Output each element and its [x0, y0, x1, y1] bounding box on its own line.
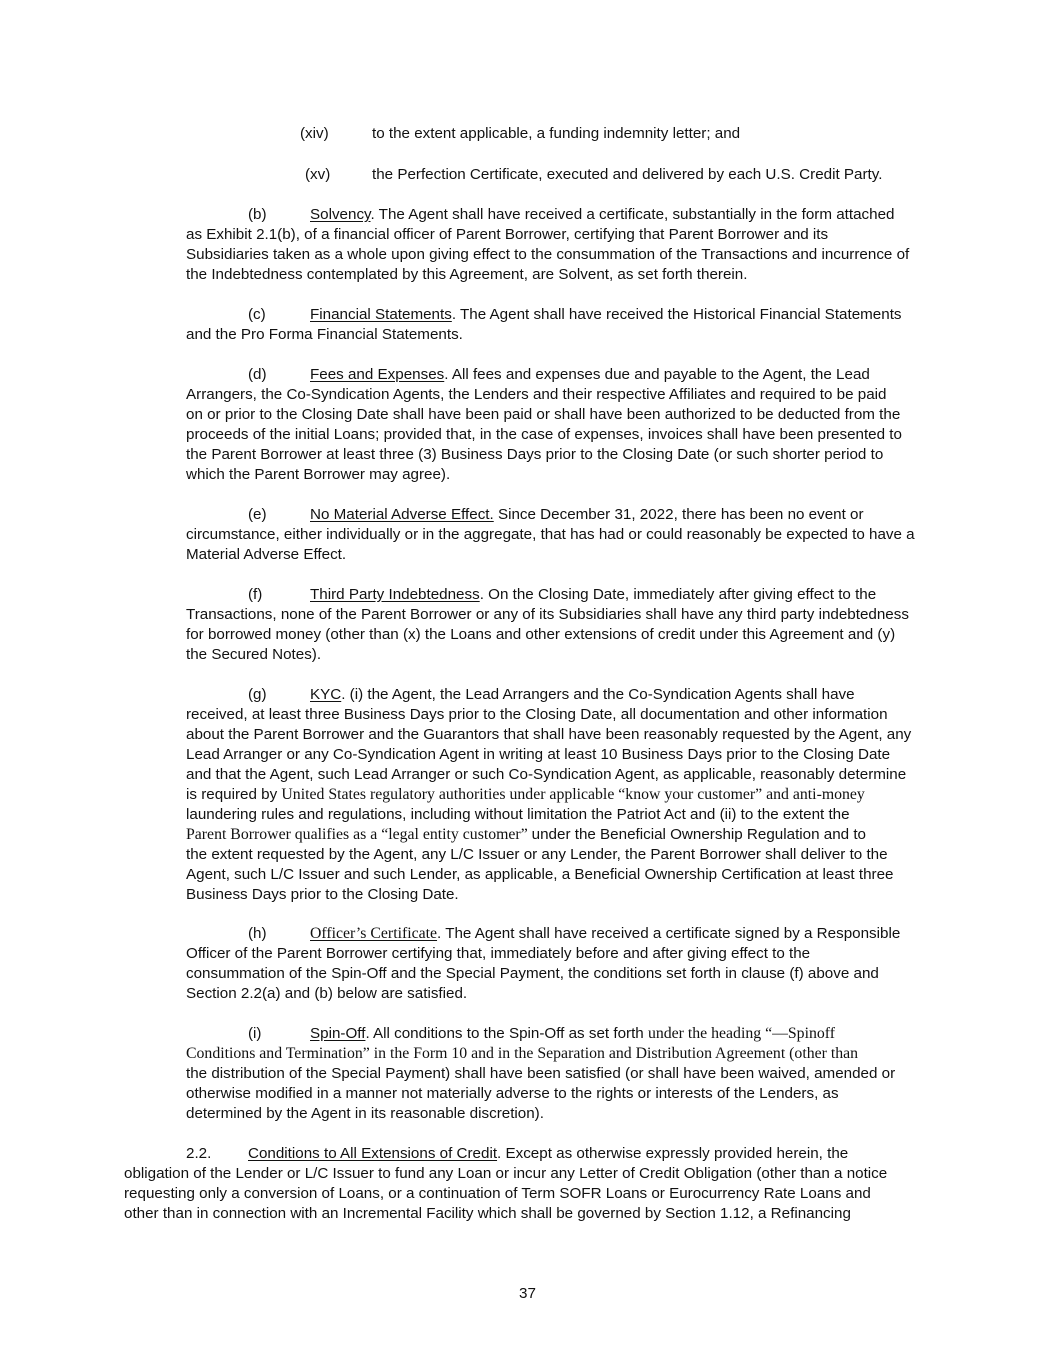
paragraph-line: obligation of the Lender or L/C Issuer to fund any Loan or incur any Letter of Credit Obligation (other than a notice	[124, 1165, 888, 1182]
paragraph-line	[186, 785, 865, 805]
line-text: under the Beneficial Ownership Regulation and to	[531, 826, 866, 843]
section-marker: (b)	[248, 206, 267, 223]
paragraph-line: requesting only a conversion of Loans, or a continuation of Term SOFR Loans or Eurocurrency Rate Loans and	[124, 1185, 871, 1202]
line-text: under the heading “—Spinoff	[647, 1025, 836, 1042]
paragraph-line: Transactions, none of the Parent Borrower or any of its Subsidiaries shall have any third party indebtedness	[186, 606, 909, 623]
paragraph-line: as Exhibit 2.1(b), of a financial officer of Parent Borrower, certifying that Parent Borrower and its	[186, 226, 829, 243]
section-marker: (g)	[248, 686, 267, 703]
section-heading: No Material Adverse Effect.	[310, 506, 494, 523]
line-text: . The Agent shall have received the Historical Financial Statements	[451, 306, 902, 323]
paragraph-line: Conditions and Termination” in the Form 10 and in the Separation and Distribution Agreement (other than	[186, 1045, 859, 1062]
paragraph-line: received, at least three Business Days prior to the Closing Date, all documentation and other information	[186, 706, 888, 723]
paragraph-line: Material Adverse Effect.	[186, 546, 347, 563]
line-text: . All fees and expenses due and payable to the Agent, the Lead	[444, 366, 870, 383]
section-marker: (c)	[248, 306, 266, 323]
section-marker: (i)	[248, 1025, 262, 1042]
paragraph-line	[310, 585, 876, 605]
paragraph-line: consummation of the Spin-Off and the Special Payment, the conditions set forth in clause (f) above and	[186, 965, 879, 982]
paragraph-line: Lead Arranger or any Co-Syndication Agent in writing at least 10 Business Days prior to the Closing Date	[186, 746, 891, 763]
line-text: United States regulatory authorities under applicable “know your customer” and anti-money	[281, 786, 865, 803]
paragraph-line	[310, 1024, 835, 1044]
section-marker: (d)	[248, 366, 267, 383]
section-heading: KYC	[310, 686, 342, 703]
paragraph-line: circumstance, either individually or in the aggregate, that has had or could reasonably be expected to have a	[186, 526, 915, 543]
line-text: Since December 31, 2022, there has been no event or	[493, 506, 864, 523]
item-marker: (xv)	[305, 166, 331, 183]
paragraph-line: other than in connection with an Incremental Facility which shall be governed by Section 1.12, a Refinancing	[124, 1205, 851, 1222]
paragraph-line: for borrowed money (other than (x) the Loans and other extensions of credit under this Agreement and (y)	[186, 626, 896, 643]
paragraph-line: laundering rules and regulations, including without limitation the Patriot Act and (ii) to the extent the	[186, 806, 850, 823]
paragraph-line	[310, 924, 900, 944]
paragraph-line: determined by the Agent in its reasonable discretion).	[186, 1105, 544, 1122]
section-heading: Conditions to All Extensions of Credit	[248, 1145, 498, 1162]
line-text: . All conditions to the Spin-Off as set forth	[365, 1025, 648, 1042]
page-number: 37	[519, 1285, 536, 1302]
paragraph-line: Agent, such L/C Issuer and such Lender, as applicable, a Beneficial Ownership Certification at least three	[186, 866, 894, 883]
paragraph-line: Officer of the Parent Borrower certifying that, immediately before and after giving effect to the	[186, 945, 811, 962]
line-text: . Except as otherwise expressly provided herein, the	[497, 1145, 849, 1162]
line-text: . The Agent shall have received a certificate, substantially in the form attached	[370, 206, 895, 223]
paragraph-line: Arrangers, the Co-Syndication Agents, the Lenders and their respective Affiliates and required to be paid	[186, 386, 887, 403]
section-heading: Fees and Expenses	[310, 366, 445, 383]
section-marker: (e)	[248, 506, 267, 523]
line-text: . The Agent shall have received a certificate signed by a Responsible	[437, 925, 901, 942]
paragraph-line: the Indebtedness contemplated by this Agreement, are Solvent, as set forth therein.	[186, 266, 748, 283]
paragraph-line	[310, 305, 902, 325]
paragraph-line: the Secured Notes).	[186, 646, 322, 663]
paragraph-line: which the Parent Borrower may agree).	[186, 466, 451, 483]
paragraph-line	[310, 685, 855, 705]
line-text: Parent Borrower qualifies as a “legal entity customer”	[186, 826, 532, 843]
paragraph-line: the distribution of the Special Payment) shall have been satisfied (or shall have been waived, amended or	[186, 1065, 896, 1082]
item-marker: (xiv)	[300, 125, 329, 142]
section-heading: Solvency	[310, 206, 371, 223]
section-heading: Spin-Off	[310, 1025, 366, 1042]
paragraph-line	[248, 1144, 848, 1164]
paragraph-line	[310, 205, 894, 225]
section-marker: (h)	[248, 925, 267, 942]
line-text: . (i) the Agent, the Lead Arrangers and the Co-Syndication Agents shall have	[341, 686, 855, 703]
paragraph-line: otherwise modified in a manner not materially adverse to the rights or interests of the Lenders, as	[186, 1085, 839, 1102]
item-text: the Perfection Certificate, executed and delivered by each U.S. Credit Party.	[372, 166, 883, 183]
line-text: . On the Closing Date, immediately after giving effect to the	[479, 586, 877, 603]
paragraph-line	[186, 825, 866, 845]
paragraph-line: Section 2.2(a) and (b) below are satisfied.	[186, 985, 468, 1002]
paragraph-line	[310, 365, 870, 385]
paragraph-line: proceeds of the initial Loans; provided that, in the case of expenses, invoices shall have been presented to	[186, 426, 902, 443]
paragraph-line: Subsidiaries taken as a whole upon giving effect to the consummation of the Transactions and incurrence of	[186, 246, 910, 263]
section-heading: Officer’s Certificate	[310, 925, 438, 942]
paragraph-line: the Parent Borrower at least three (3) Business Days prior to the Closing Date (or such shorter period to	[186, 446, 884, 463]
section-marker: (f)	[248, 586, 263, 603]
paragraph-line: about the Parent Borrower and the Guarantors that shall have been reasonably requested by the Agent, any	[186, 726, 912, 743]
paragraph-line	[310, 505, 864, 525]
line-text: is required by	[186, 786, 282, 803]
paragraph-line: and that the Agent, such Lead Arranger or such Co-Syndication Agent, as applicable, reasonably determine	[186, 766, 907, 783]
paragraph-line: and the Pro Forma Financial Statements.	[186, 326, 463, 343]
section-heading: Third Party Indebtedness	[310, 586, 480, 603]
section-heading: Financial Statements	[310, 306, 452, 323]
paragraph-line: the extent requested by the Agent, any L/C Issuer or any Lender, the Parent Borrower shall deliver to the	[186, 846, 888, 863]
paragraph-line: on or prior to the Closing Date shall have been paid or shall have been authorized to be deducted from the	[186, 406, 901, 423]
section-marker: 2.2.	[186, 1145, 212, 1162]
item-text: to the extent applicable, a funding indemnity letter; and	[372, 125, 741, 142]
paragraph-line: Business Days prior to the Closing Date.	[186, 886, 459, 903]
